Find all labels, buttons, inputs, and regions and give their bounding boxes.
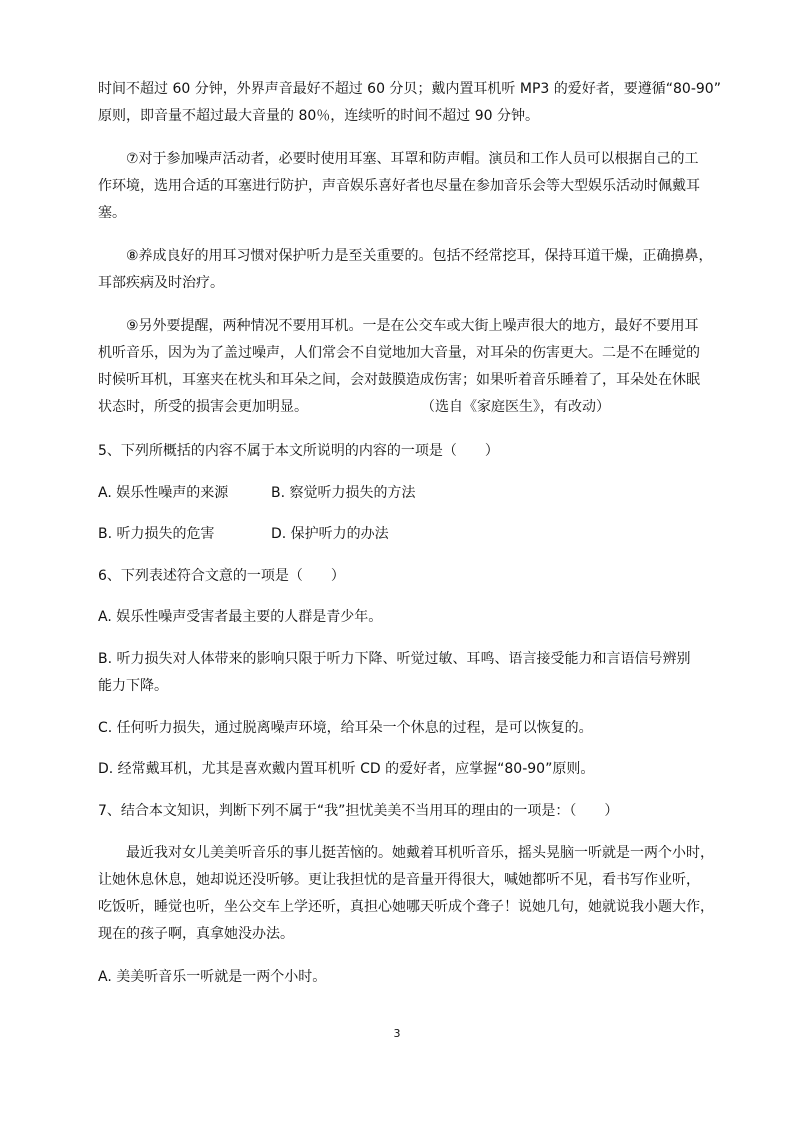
text-line <box>98 394 698 421</box>
text-line: 现在的孩子啊，真拿她没办法。 <box>98 926 294 942</box>
question-6-option-b <box>98 646 698 700</box>
text-line: ⑧养成良好的用耳习惯对保护听力是至关重要的。包括不经常挖耳，保持耳道干燥，正确擤鼻， <box>126 248 713 264</box>
passage-paragraph-8 <box>98 243 713 297</box>
option-c: B. 听力损失的危害 <box>98 526 215 542</box>
option-text: D. 经常戴耳机，尤其是喜欢戴内置耳机听 CD 的爱好者，应掌握“80-90”原则。 <box>98 761 595 777</box>
option-text: 能力下降。 <box>98 678 168 694</box>
question-6-stem <box>98 563 698 590</box>
option-text: A. 美美听音乐一听就是一两个小时。 <box>98 969 327 985</box>
question-6-option-d <box>98 756 698 783</box>
text-line: ⑨另外要提醒，两种情况不要用耳机。一是在公交车或大街上噪声很大的地方，最好不要用耳 <box>126 318 699 334</box>
question-5-options-row-2 <box>98 521 389 548</box>
option-text: A. 娱乐性噪声受害者最主要的人群是青少年。 <box>98 609 383 625</box>
text-line: 机听音乐，因为为了盖过噪声，人们常会不自觉地加大音量，对耳朵的伤害更大。二是不在睡觉的 <box>98 345 700 361</box>
option-text: B. 听力损失对人体带来的影响只限于听力下降、听觉过敏、耳鸣、语言接受能力和言语信号辨别 <box>98 651 691 667</box>
text-line: 耳部疾病及时治疗。 <box>98 275 224 291</box>
text-line: 时候听耳机，耳塞夹在枕头和耳朵之间，会对鼓膜造成伤害；如果听着音乐睡着了，耳朵处在休眠 <box>98 372 700 388</box>
option-b: B. 察觉听力损失的方法 <box>271 485 416 501</box>
question-7-option-a <box>98 964 698 991</box>
text-line: ⑦对于参加噪声活动者，必要时使用耳塞、耳罩和防声帽。演员和工作人员可以根据自己的工 <box>126 151 699 167</box>
text-line-end: 状态时，所受的损害会更加明显。 <box>98 399 308 415</box>
option-a: A. 娱乐性噪声的来源 <box>98 485 229 501</box>
passage-intro <box>98 76 721 130</box>
question-text: 5、下列所概括的内容不属于本文所说明的内容的一项是（ ） <box>98 443 499 459</box>
text-line: 作环境，选用合适的耳塞进行防护，声音娱乐喜好者也尽量在参加音乐会等大型娱乐活动时佩戴耳 <box>98 178 700 194</box>
text-line: 原则，即音量不超过最大音量的 80％，连续听的时间不超过 90 分钟。 <box>98 108 539 124</box>
question-6-option-c <box>98 715 698 742</box>
question-7-story <box>98 840 714 948</box>
question-5-options-row-1 <box>98 480 416 507</box>
source-citation: （选自《家庭医生》，有改动） <box>421 399 610 415</box>
page-number: 3 <box>393 1027 401 1040</box>
passage-paragraph-7 <box>98 146 698 227</box>
question-text: 6、下列表述符合文意的一项是（ ） <box>98 568 345 584</box>
question-7-stem <box>98 798 698 825</box>
question-text: 7、结合本文知识，判断下列不属于“我”担忧美美不当用耳的理由的一项是：（ ） <box>98 803 619 819</box>
text-line: 最近我对女儿美美听音乐的事儿挺苦恼的。她戴着耳机听音乐，摇头晃脑一听就是一两个小时， <box>126 845 714 861</box>
option-text: C. 任何听力损失，通过脱离噪声环境，给耳朵一个休息的过程，是可以恢复的。 <box>98 720 593 736</box>
question-6-option-a <box>98 604 698 631</box>
option-d: D. 保护听力的办法 <box>271 526 389 542</box>
passage-paragraph-9 <box>98 313 698 421</box>
text-line: 塞。 <box>98 205 126 221</box>
text-line: 吃饭听，睡觉也听，坐公交车上学还听，真担心她哪天听成个聋子！说她几句，她就说我小题大作， <box>98 899 714 915</box>
text-line: 时间不超过 60 分钟，外界声音最好不超过 60 分贝；戴内置耳机听 MP3 的爱好者，要遵循“80-90” <box>98 81 721 97</box>
question-5-stem <box>98 438 698 465</box>
text-line: 让她休息休息，她却说还没听够。更让我担忧的是音量开得很大，喊她都听不见，看书写作业听， <box>98 872 700 888</box>
